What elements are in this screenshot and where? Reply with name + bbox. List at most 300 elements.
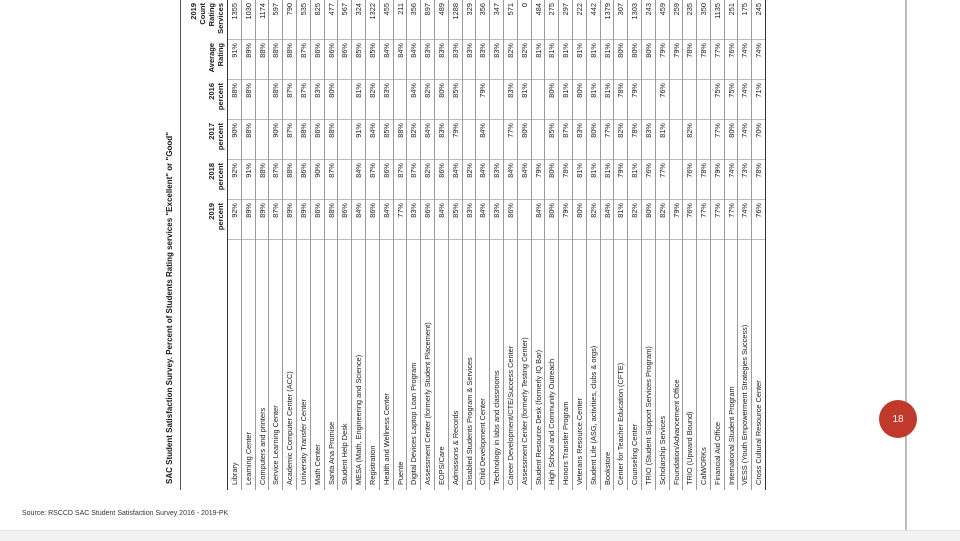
table-cell: 81% <box>601 80 614 120</box>
service-name-cell: MESA (Math, Engineering and Science) <box>354 354 364 485</box>
table-cell: 83% <box>407 200 420 240</box>
table-cell: 81% <box>656 120 669 160</box>
table-row <box>587 0 601 490</box>
table-cell: 84% <box>476 200 489 240</box>
table-cell: 80% <box>642 200 655 240</box>
table-cell: 91% <box>352 120 365 160</box>
table-cell: 84% <box>601 200 614 240</box>
table-cell: 77% <box>725 200 738 240</box>
table-row <box>269 0 283 490</box>
table-cell: 82% <box>407 120 420 160</box>
table-cell: 79% <box>532 160 545 200</box>
service-name-cell: Cross Cultural Resource Center <box>754 380 764 485</box>
table-cell: 535 <box>297 0 310 40</box>
table-cell: 81% <box>587 40 600 80</box>
service-name-cell: High School and Community Outreach <box>547 358 557 485</box>
table-row <box>711 0 725 490</box>
table-cell: 88% <box>325 200 338 240</box>
table-cell: 350 <box>697 0 710 40</box>
table-cell: 790 <box>283 0 296 40</box>
table-cell: 80% <box>325 80 338 120</box>
table-cell: 83% <box>490 40 503 80</box>
table-row <box>738 0 752 490</box>
table-row <box>283 0 297 490</box>
table-cell: 86% <box>311 120 324 160</box>
table-cell: 83% <box>504 80 517 120</box>
table-cell: 459 <box>656 0 669 40</box>
table-cell: 89% <box>256 200 269 240</box>
table-row <box>463 0 477 490</box>
table-cell: 222 <box>573 0 586 40</box>
service-name-cell: Admissions & Records <box>450 410 460 485</box>
table-cell: 80% <box>614 40 627 80</box>
table-cell: 82% <box>463 160 476 200</box>
service-name-cell: VESS (Youth Empowerment Strategies Success) <box>740 324 750 485</box>
table-cell: 83% <box>573 120 586 160</box>
table-cell <box>670 160 683 200</box>
table-cell: 79% <box>614 160 627 200</box>
service-name-cell: Library <box>230 462 239 485</box>
table-cell: 74% <box>738 200 751 240</box>
table-cell: 356 <box>476 0 489 40</box>
table-cell: 86% <box>311 200 324 240</box>
table-cell: 489 <box>435 0 448 40</box>
table-cell: 71% <box>752 80 765 120</box>
table-cell: 81% <box>532 40 545 80</box>
table-cell: 259 <box>670 0 683 40</box>
table-cell: 347 <box>490 0 503 40</box>
table-cell: 825 <box>311 0 324 40</box>
table-cell: 1288 <box>449 0 462 40</box>
table-cell: 275 <box>545 0 558 40</box>
table-cell: 77% <box>394 200 407 240</box>
table-row <box>670 0 684 490</box>
service-name-cell: Counseling Center <box>630 423 640 485</box>
table-cell: 90% <box>228 120 241 160</box>
service-name-cell: Financial Aid Office <box>712 421 722 485</box>
table-cell: 455 <box>380 0 393 40</box>
table-cell: 81% <box>601 40 614 80</box>
table-cell: 87% <box>269 160 282 200</box>
table-cell: 83% <box>449 40 462 80</box>
table-cell: 81% <box>573 40 586 80</box>
table-cell: 77% <box>711 120 724 160</box>
table-cell: 297 <box>559 0 572 40</box>
table-cell <box>256 80 269 120</box>
table-cell: 80% <box>573 80 586 120</box>
table-cell: 88% <box>242 120 255 160</box>
table-cell: 88% <box>256 40 269 80</box>
table-cell: 84% <box>476 160 489 200</box>
table-row <box>407 0 421 490</box>
table-cell: 83% <box>490 160 503 200</box>
table-cell: 83% <box>476 40 489 80</box>
table-cell: 80% <box>628 40 641 80</box>
table-cell: 86% <box>338 40 351 80</box>
table-cell: 80% <box>545 80 558 120</box>
table-cell: 74% <box>752 40 765 80</box>
table-cell: 78% <box>559 160 572 200</box>
table-row <box>601 0 615 490</box>
table-cell: 75% <box>711 80 724 120</box>
table-cell: 82% <box>421 80 434 120</box>
table-cell: 89% <box>242 200 255 240</box>
table-cell: 86% <box>435 160 448 200</box>
service-name-cell: Bookstore <box>602 451 612 485</box>
survey-table-region <box>160 0 764 490</box>
table-title: SAC Student Satisfaction Survey. Percent of Students Rating services "Excellent" or "Good" <box>160 0 181 490</box>
service-name-cell: Assessment Center (formerly Student Placement) <box>423 322 433 485</box>
column-header: 2019 Count Rating Services <box>189 3 225 34</box>
table-cell <box>670 80 683 120</box>
table-cell: 87% <box>283 80 296 120</box>
service-name-cell: Service Learning Center <box>271 405 281 485</box>
table-cell: 87% <box>559 120 572 160</box>
table-cell: 1355 <box>228 0 241 40</box>
table-cell: 76% <box>683 200 696 240</box>
column-header: 2018 percent <box>207 163 225 191</box>
table-row <box>532 0 546 490</box>
table-row <box>449 0 463 490</box>
table-row <box>325 0 339 490</box>
service-name-cell: TRIO (Upward Bound) <box>685 411 695 485</box>
table-cell: 82% <box>656 200 669 240</box>
table-cell: 85% <box>366 40 379 80</box>
table-cell: 84% <box>518 160 531 200</box>
column-header: 2019 percent <box>207 203 225 231</box>
table-cell <box>518 200 531 240</box>
table-cell: 76% <box>752 200 765 240</box>
table-cell: 77% <box>656 160 669 200</box>
table-row <box>725 0 739 490</box>
table-cell <box>394 80 407 120</box>
table-row <box>683 0 697 490</box>
survey-table <box>160 0 764 490</box>
table-row <box>573 0 587 490</box>
table-cell: 83% <box>380 80 393 120</box>
table-cell: 1303 <box>628 0 641 40</box>
table-cell: 84% <box>476 120 489 160</box>
table-cell: 85% <box>380 120 393 160</box>
table-cell: 85% <box>449 200 462 240</box>
table-cell <box>642 80 655 120</box>
table-row <box>297 0 311 490</box>
table-cell <box>532 120 545 160</box>
service-name-cell: Scholarship Services <box>657 415 667 485</box>
service-name-cell: Disabled Students Program & Services <box>464 357 474 485</box>
table-cell: 78% <box>683 40 696 80</box>
table-cell: 78% <box>752 160 765 200</box>
table-cell: 83% <box>642 120 655 160</box>
table-cell: 79% <box>670 200 683 240</box>
table-cell: 91% <box>228 40 241 80</box>
service-name-cell: Student Resource Desk (formerly IQ Bar) <box>533 349 543 485</box>
service-name-cell: Student Help Desk <box>340 423 350 485</box>
service-name-cell: Center for Teacher Education (CFTE) <box>616 362 626 485</box>
table-cell: 87% <box>407 160 420 200</box>
table-cell: 88% <box>269 40 282 80</box>
table-cell: 84% <box>407 40 420 80</box>
service-name-cell: EOPS/Care <box>436 446 446 485</box>
table-cell: 84% <box>532 200 545 240</box>
bottom-strip <box>0 530 960 541</box>
table-cell: 81% <box>545 40 558 80</box>
table-cell: 82% <box>587 200 600 240</box>
table-cell: 77% <box>504 120 517 160</box>
service-name-cell: University Transfer Center <box>298 399 308 485</box>
table-cell: 80% <box>518 120 531 160</box>
service-name-cell: CalWORKs <box>699 447 709 485</box>
table-row <box>228 0 242 490</box>
service-name-cell: Computers and printers <box>257 407 267 485</box>
service-name-cell: Veterans Resource Center <box>574 397 584 485</box>
table-cell: 76% <box>642 160 655 200</box>
table-cell: 78% <box>697 40 710 80</box>
table-cell: 83% <box>435 120 448 160</box>
table-cell: 0 <box>518 0 531 40</box>
table-cell: 84% <box>380 40 393 80</box>
service-name-cell: Math Center <box>312 444 322 485</box>
table-cell: 79% <box>628 80 641 120</box>
table-row <box>311 0 325 490</box>
table-cell: 81% <box>628 160 641 200</box>
table-cell <box>338 160 351 200</box>
table-row <box>628 0 642 490</box>
right-divider <box>905 0 907 530</box>
table-cell: 78% <box>697 160 710 200</box>
table-row <box>614 0 628 490</box>
table-cell: 77% <box>711 200 724 240</box>
table-cell: 74% <box>738 40 751 80</box>
table-cell: 79% <box>449 120 462 160</box>
table-cell: 85% <box>545 120 558 160</box>
table-cell: 88% <box>283 40 296 80</box>
table-cell: 85% <box>352 40 365 80</box>
table-cell: 87% <box>297 80 310 120</box>
service-name-cell: Registration <box>367 445 377 485</box>
table-cell: 1030 <box>242 0 255 40</box>
table-cell: 82% <box>628 200 641 240</box>
service-name-cell: Student Life (ASG, activities, clubs & orgs) <box>588 345 598 485</box>
table-cell: 77% <box>601 120 614 160</box>
table-cell: 79% <box>656 40 669 80</box>
table-cell: 245 <box>752 0 765 40</box>
table-cell: 82% <box>518 40 531 80</box>
service-name-cell: Honors Transfer Program <box>561 401 571 485</box>
table-cell: 84% <box>380 200 393 240</box>
table-cell: 1135 <box>711 0 724 40</box>
table-cell: 84% <box>504 160 517 200</box>
table-cell: 86% <box>504 200 517 240</box>
table-cell: 86% <box>421 200 434 240</box>
table-cell: 87% <box>394 160 407 200</box>
table-cell: 82% <box>421 160 434 200</box>
table-cell: 81% <box>352 80 365 120</box>
table-cell: 74% <box>738 80 751 120</box>
table-cell: 92% <box>228 160 241 200</box>
table-cell: 597 <box>269 0 282 40</box>
table-row <box>476 0 490 490</box>
table-row <box>504 0 518 490</box>
table-row <box>421 0 435 490</box>
table-cell: 74% <box>725 160 738 200</box>
table-cell: 88% <box>242 80 255 120</box>
table-cell: 897 <box>421 0 434 40</box>
table-header-row <box>181 0 228 490</box>
table-row <box>366 0 380 490</box>
service-name-cell: Learning Center <box>243 431 253 485</box>
table-row <box>380 0 394 490</box>
table-row <box>752 0 766 490</box>
table-cell: 76% <box>683 160 696 200</box>
table-cell: 81% <box>614 200 627 240</box>
table-cell: 571 <box>504 0 517 40</box>
table-cell: 87% <box>297 40 310 80</box>
table-cell: 90% <box>269 120 282 160</box>
table-cell: 307 <box>614 0 627 40</box>
column-header: 2017 percent <box>207 123 225 151</box>
table-cell: 80% <box>573 200 586 240</box>
table-cell: 90% <box>311 160 324 200</box>
table-row <box>518 0 532 490</box>
table-cell: 442 <box>587 0 600 40</box>
table-cell: 83% <box>435 40 448 80</box>
column-header: 2016 percent <box>207 83 225 111</box>
service-name-cell: Child Development Center <box>478 398 488 485</box>
table-cell: 81% <box>601 160 614 200</box>
table-cell: 87% <box>366 160 379 200</box>
service-name-cell: Digital Devices Laptop Loan Program <box>409 362 419 485</box>
source-note: Source: RSCCD SAC Student Satisfaction Survey 2016 - 2019-PK <box>22 510 229 517</box>
table-cell: 83% <box>311 80 324 120</box>
service-name-cell: International Student Program <box>726 386 736 485</box>
table-cell: 251 <box>725 0 738 40</box>
table-cell: 79% <box>711 160 724 200</box>
table-cell: 235 <box>683 0 696 40</box>
table-cell: 88% <box>325 120 338 160</box>
table-cell: 80% <box>545 200 558 240</box>
table-cell: 86% <box>366 200 379 240</box>
table-cell: 484 <box>532 0 545 40</box>
table-cell: 89% <box>242 40 255 80</box>
table-cell: 356 <box>407 0 420 40</box>
table-cell: 84% <box>352 200 365 240</box>
table-cell: 78% <box>628 120 641 160</box>
table-row <box>656 0 670 490</box>
table-cell: 82% <box>366 80 379 120</box>
service-name-cell: Assessment Center (formerly Testing Center) <box>519 337 529 485</box>
service-name-cell: Foundation/Advancement Office <box>671 379 681 485</box>
table-cell: 92% <box>228 200 241 240</box>
table-cell: 84% <box>352 160 365 200</box>
page-number-badge: 18 <box>879 400 917 438</box>
table-cell: 81% <box>559 40 572 80</box>
table-cell: 78% <box>614 80 627 120</box>
table-cell: 86% <box>297 160 310 200</box>
table-cell: 82% <box>504 40 517 80</box>
table-cell: 80% <box>642 40 655 80</box>
table-cell <box>697 120 710 160</box>
table-cell: 243 <box>642 0 655 40</box>
table-cell: 70% <box>752 120 765 160</box>
table-cell: 83% <box>463 200 476 240</box>
table-cell: 80% <box>587 120 600 160</box>
table-cell: 79% <box>559 200 572 240</box>
table-cell: 74% <box>738 120 751 160</box>
table-cell: 73% <box>738 160 751 200</box>
table-cell: 84% <box>366 120 379 160</box>
table-cell: 89% <box>283 200 296 240</box>
table-cell: 88% <box>228 80 241 120</box>
table-cell: 85% <box>449 80 462 120</box>
table-row <box>256 0 270 490</box>
table-cell <box>338 120 351 160</box>
table-cell: 86% <box>338 200 351 240</box>
table-cell: 86% <box>325 40 338 80</box>
table-row <box>545 0 559 490</box>
table-cell: 83% <box>490 200 503 240</box>
table-cell: 82% <box>683 120 696 160</box>
column-header: Average Rating <box>207 43 225 73</box>
table-cell: 83% <box>421 40 434 80</box>
service-name-cell: Technology in labs and classrooms <box>492 370 502 485</box>
table-row <box>490 0 504 490</box>
table-cell: 1174 <box>256 0 269 40</box>
table-cell: 76% <box>725 40 738 80</box>
table-cell: 77% <box>697 200 710 240</box>
service-name-cell: Santa Ana Promise <box>326 421 336 485</box>
table-cell: 79% <box>476 80 489 120</box>
table-cell: 88% <box>269 80 282 120</box>
table-body <box>228 0 766 490</box>
column-header <box>181 240 227 490</box>
table-cell: 1379 <box>601 0 614 40</box>
table-cell: 329 <box>463 0 476 40</box>
table-cell: 324 <box>352 0 365 40</box>
table-cell: 84% <box>407 80 420 120</box>
table-cell: 87% <box>283 120 296 160</box>
service-name-cell: Academic Computer Center (ACC) <box>285 371 295 485</box>
table-cell: 80% <box>545 160 558 200</box>
table-cell: 77% <box>711 40 724 80</box>
table-row <box>352 0 366 490</box>
table-cell <box>697 80 710 120</box>
table-cell <box>532 80 545 120</box>
table-cell: 84% <box>435 200 448 240</box>
table-row <box>697 0 711 490</box>
table-row <box>559 0 573 490</box>
table-cell <box>490 120 503 160</box>
table-cell: 88% <box>283 160 296 200</box>
table-cell: 567 <box>338 0 351 40</box>
table-cell <box>338 80 351 120</box>
table-row <box>394 0 408 490</box>
table-cell: 79% <box>670 40 683 80</box>
table-cell: 84% <box>394 40 407 80</box>
table-cell <box>490 80 503 120</box>
service-name-cell: Health and Wellness Center <box>381 393 391 485</box>
table-cell: 81% <box>587 80 600 120</box>
table-cell <box>256 120 269 160</box>
table-cell: 80% <box>725 120 738 160</box>
table-row <box>642 0 656 490</box>
service-name-cell: Puente <box>395 461 405 485</box>
table-cell: 84% <box>449 160 462 200</box>
table-cell: 82% <box>614 120 627 160</box>
table-cell: 76% <box>656 80 669 120</box>
table-cell: 91% <box>242 160 255 200</box>
table-row <box>338 0 352 490</box>
